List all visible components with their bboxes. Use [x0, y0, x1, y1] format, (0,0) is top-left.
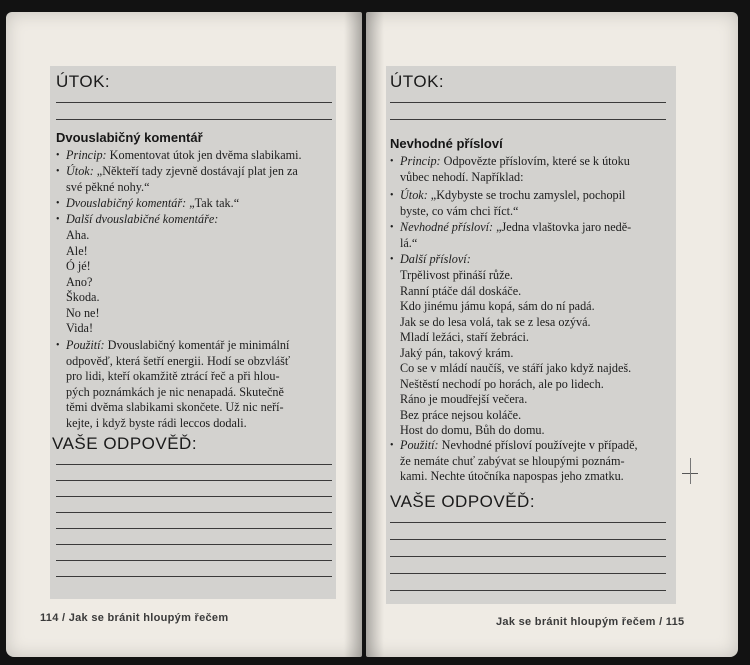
proverb-item: Mladí ležáci, staří žebráci.: [400, 330, 529, 344]
left-example-list: [66, 228, 266, 337]
proverb-item: Jaký pán, takový krám.: [400, 345, 514, 360]
right-principle: [400, 154, 675, 185]
proverb-line: lá.“: [400, 235, 418, 250]
bullet: •: [56, 198, 60, 209]
answer-line: [390, 539, 666, 540]
example-item: Ano?: [66, 274, 93, 289]
right-proverb: [400, 220, 675, 251]
left-attack-line-1: [56, 102, 332, 103]
bullet: •: [390, 254, 394, 265]
proverb-item: Ranní ptáče dál doskáče.: [400, 283, 522, 298]
attack-item-text-1: „Někteří tady zjevně dostávají plat jen za: [96, 164, 298, 178]
proverb-label: Nevhodné přísloví:: [400, 220, 494, 234]
example-item: Škoda.: [66, 290, 100, 304]
proverb-item: Bez práce nejsou koláče.: [400, 407, 522, 422]
usage-label: Použití:: [66, 338, 105, 352]
answer-line: [390, 590, 666, 591]
right-usage: [400, 438, 675, 485]
answer-line: [56, 496, 332, 497]
more-label: Další dvouslabičné komentáře:: [66, 212, 219, 226]
principle-text: Komentovat útok jen dvěma slabikami.: [109, 148, 302, 162]
answer-line: [390, 556, 666, 557]
left-usage: [66, 338, 336, 431]
usage-line: kejte, i když byste rádi leccos dodali.: [66, 415, 247, 430]
principle-line: Odpovězte příslovím, které se k útoku: [443, 154, 630, 168]
answer-line: [390, 573, 666, 574]
answer-line: [56, 544, 332, 545]
left-principle: [66, 148, 336, 164]
proverb-line: „Jedna vlaštovka jaro nedě-: [496, 220, 632, 234]
usage-line: že nemáte chuť zabývat se hloupými poznám-: [400, 453, 625, 468]
usage-line: těmi dvěma slabikami skončete. Už nic neří-: [66, 400, 284, 414]
left-attack-label: ÚTOK:: [56, 72, 111, 91]
usage-line: Nevhodné přísloví používejte v případě,: [441, 438, 638, 452]
principle-label: Princip:: [66, 148, 107, 162]
proverb-item: Kdo jinému jámu kopá, sám do ní padá.: [400, 299, 595, 313]
usage-line: pých poznámkách je nic nenapadá. Skutečně: [66, 384, 284, 399]
example-item: Vida!: [66, 321, 94, 335]
bullet: •: [56, 340, 60, 351]
right-section-title: Nevhodné přísloví: [390, 136, 503, 151]
comment-text: „Tak tak.“: [189, 196, 240, 210]
proverb-item: Jak se do lesa volá, tak se z lesa ozývá.: [400, 314, 591, 329]
right-attack-line-2: [390, 119, 666, 120]
proverb-item: Ráno je moudřejší večera.: [400, 392, 528, 406]
left-more-comments: [66, 212, 336, 228]
answer-line: [390, 522, 666, 523]
right-more-proverbs: [400, 252, 675, 268]
answer-line: [56, 464, 332, 465]
example-item: Aha.: [66, 228, 90, 242]
left-gutter-shadow: [344, 12, 362, 657]
usage-line: pro lidi, kteří okamžitě ztrácí řeč a při hlou-: [66, 369, 280, 383]
right-gutter-shadow: [366, 12, 384, 657]
usage-line: Dvouslabičný komentář je minimální: [107, 338, 290, 352]
example-item: Ale!: [66, 243, 88, 258]
more-label: Další přísloví:: [400, 252, 471, 266]
bullet: •: [56, 166, 60, 177]
attack-item-text-2: své pěkné nohy.“: [66, 179, 150, 194]
proverb-item: Neštěstí nechodí po horách, ale po lidech.: [400, 376, 604, 391]
left-comment: [66, 196, 336, 212]
right-attack-item: [400, 188, 675, 219]
left-section-title: Dvouslabičný komentář: [56, 130, 203, 145]
right-attack-line-1: [390, 102, 666, 103]
proverb-item: Trpělivost přináší růže.: [400, 268, 513, 282]
usage-line: kami. Nechte útočníka napospas jeho zmatku.: [400, 469, 624, 483]
left-page-footer: 114 / Jak se bránit hloupým řečem: [40, 612, 229, 624]
left-attack-line-2: [56, 119, 332, 120]
answer-line: [56, 528, 332, 529]
principle-line: vůbec nehodí. Například:: [400, 169, 524, 184]
answer-line: [56, 576, 332, 577]
left-answer-label: VAŠE ODPOVĚĎ:: [52, 434, 198, 453]
proverb-item: Host do domu, Bůh do domu.: [400, 423, 545, 437]
usage-label: Použití:: [400, 438, 439, 452]
attack-item-label: Útok:: [66, 164, 94, 178]
bullet: •: [390, 222, 394, 233]
left-attack-item: [66, 164, 336, 195]
bullet: •: [390, 190, 394, 201]
left-page: [6, 12, 362, 657]
example-item: No ne!: [66, 305, 100, 320]
answer-line: [56, 512, 332, 513]
right-attack-label: ÚTOK:: [390, 72, 445, 91]
answer-line: [56, 560, 332, 561]
attack-item-line: „Kdybyste se trochu zamyslel, pochopil: [430, 188, 626, 202]
bullet: •: [56, 214, 60, 225]
attack-item-label: Útok:: [400, 188, 428, 202]
right-page-footer: Jak se bránit hloupým řečem / 115: [496, 616, 685, 628]
comment-label: Dvouslabičný komentář:: [66, 196, 187, 210]
right-page: [366, 12, 738, 657]
right-answer-label: VAŠE ODPOVĚĎ:: [390, 492, 536, 511]
example-item: Ó jé!: [66, 259, 91, 273]
proverb-item: Co se v mládí naučíš, ve stáří jako když najdeš.: [400, 361, 632, 375]
bullet: •: [390, 440, 394, 451]
answer-line: [56, 480, 332, 481]
principle-label: Princip:: [400, 154, 441, 168]
attack-item-line: byste, co vám chci říct.“: [400, 203, 519, 218]
right-proverb-list: [400, 268, 675, 439]
margin-tick-vertical: [690, 458, 691, 484]
bullet: •: [390, 156, 394, 167]
usage-line: odpověď, která šetří energii. Hodí se obzvlášť: [66, 353, 291, 368]
bullet: •: [56, 150, 60, 161]
